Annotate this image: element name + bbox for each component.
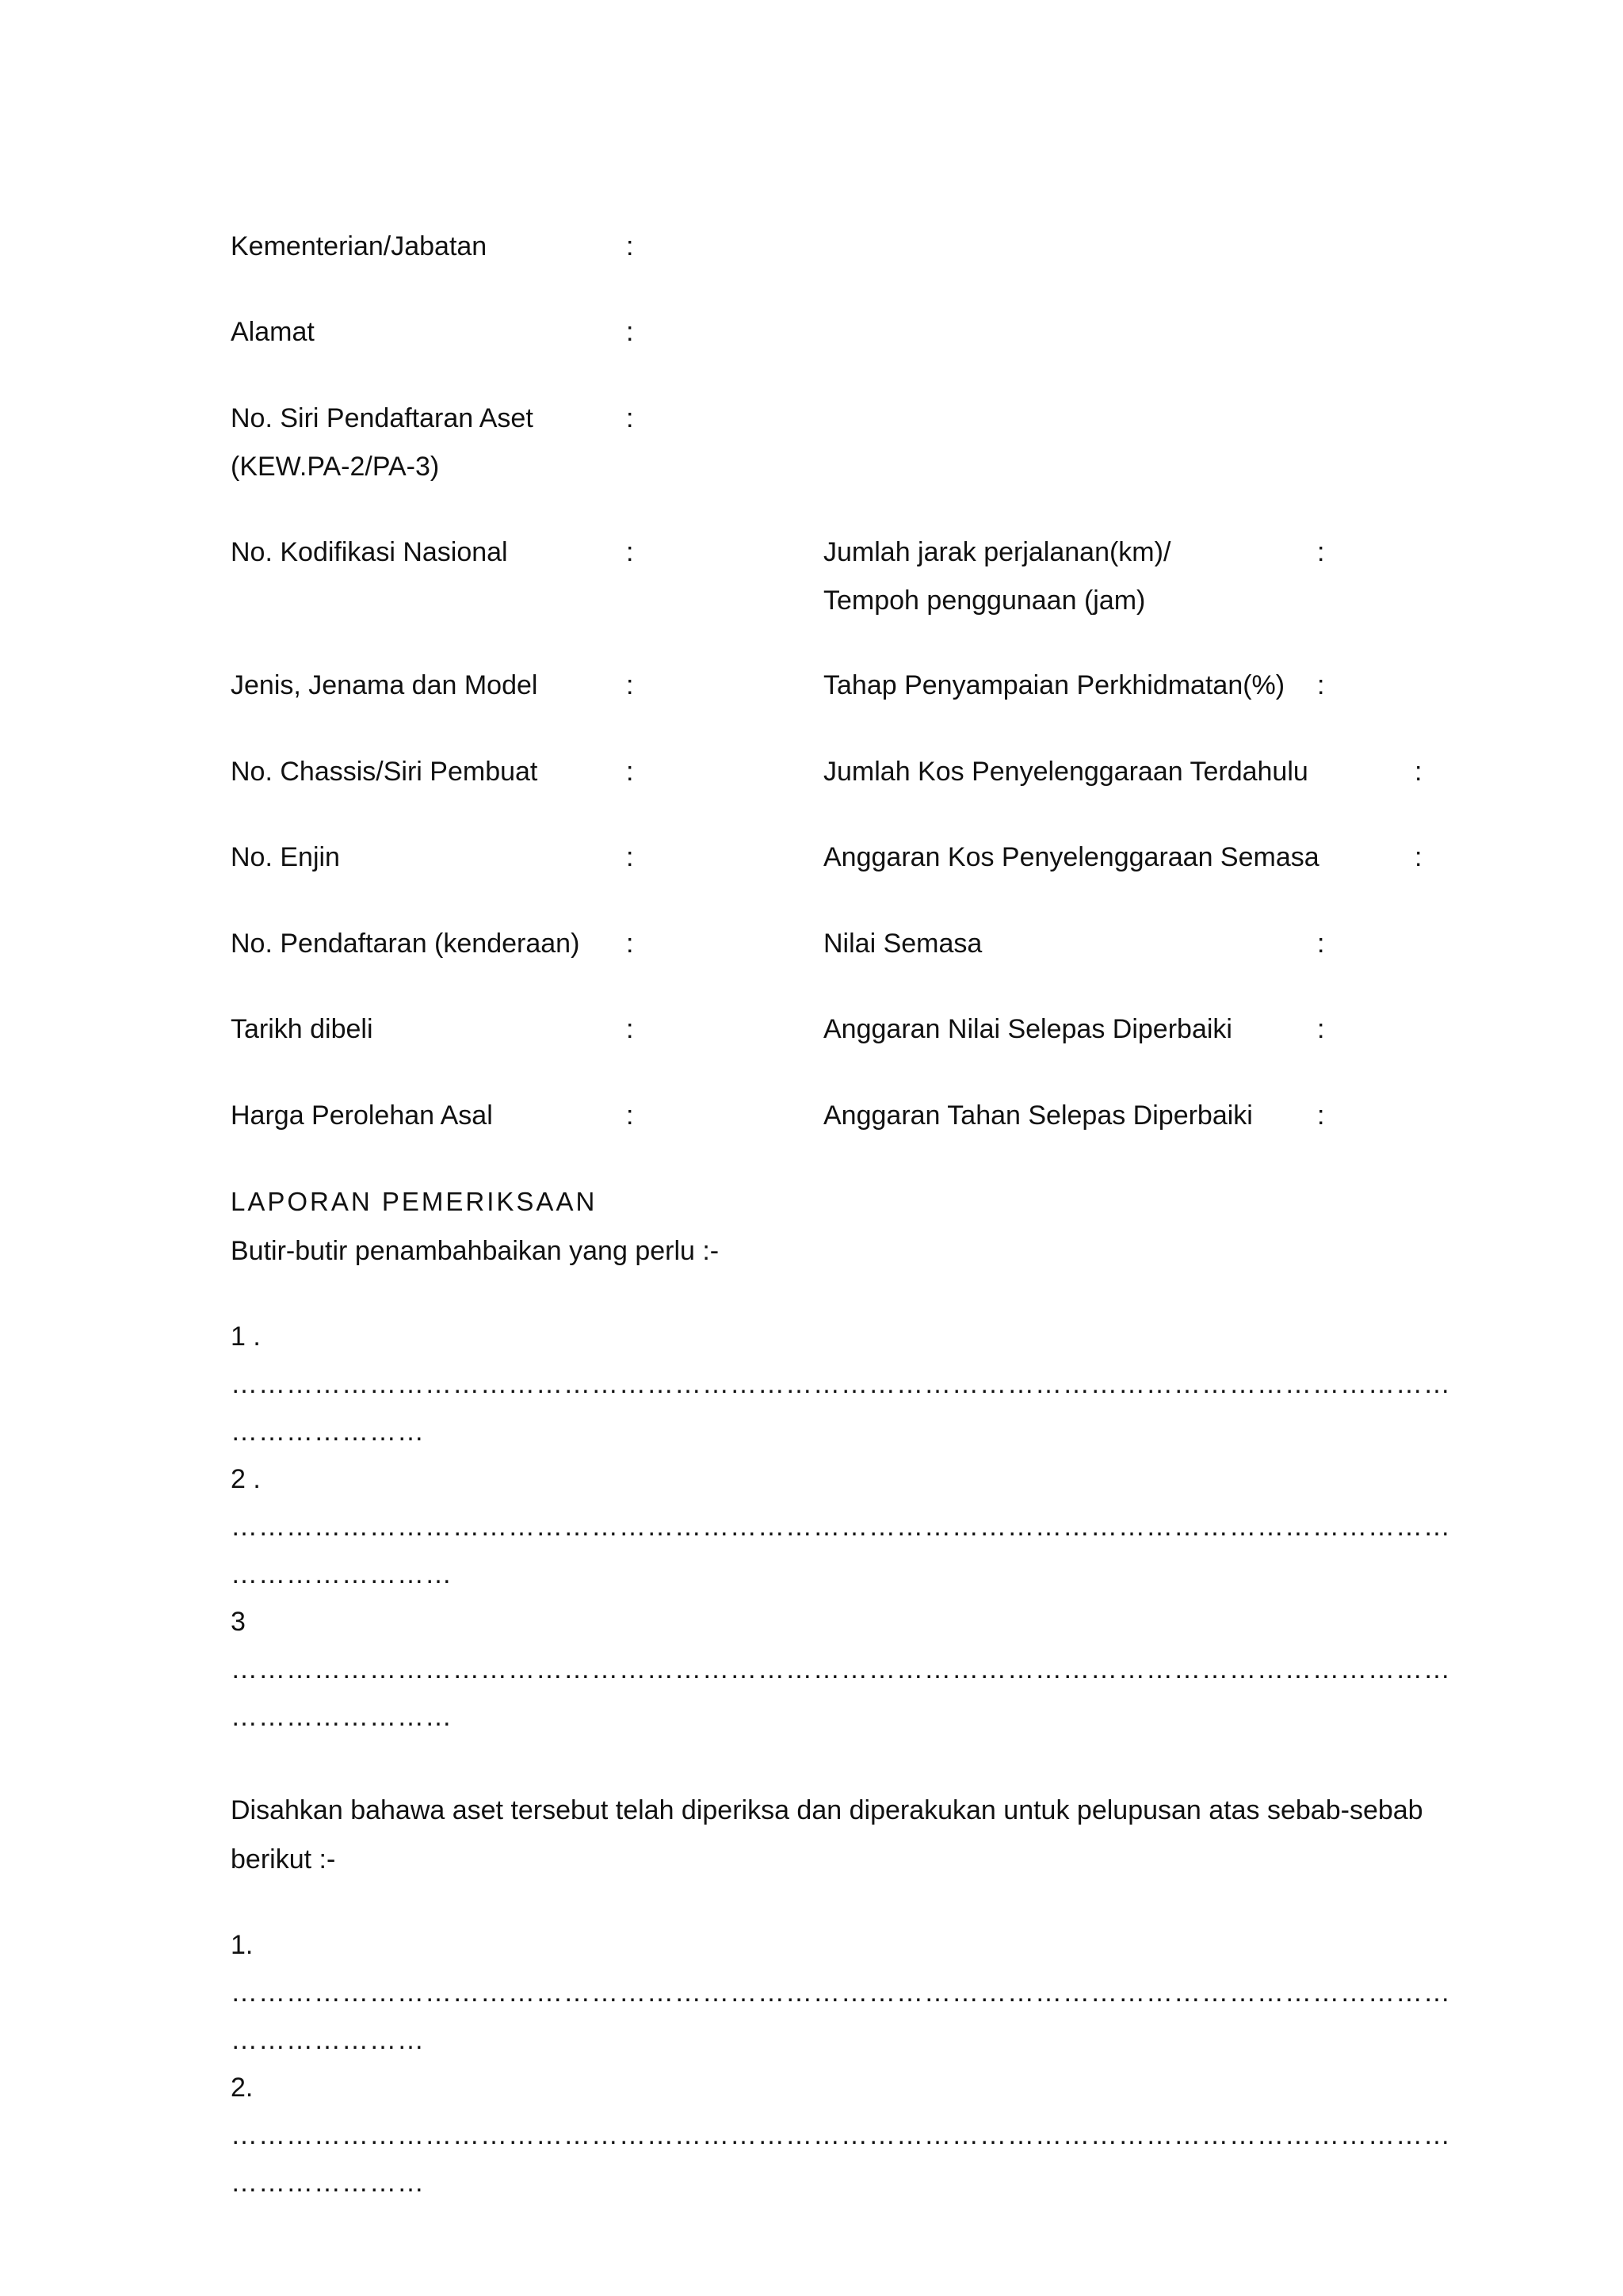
field-label: Tarikh dibeli xyxy=(231,1014,373,1044)
field-label: Harga Perolehan Asal xyxy=(231,1100,493,1131)
field-label-sub: Tempoh penggunaan (jam) xyxy=(823,585,1146,616)
certification-text-cont: berikut :- xyxy=(231,1844,336,1875)
item-number: 2 . xyxy=(231,1464,261,1494)
field-colon: : xyxy=(626,231,634,261)
field-label: Kementerian/Jabatan xyxy=(231,231,487,261)
field-label: Jenis, Jenama dan Model xyxy=(231,670,538,700)
certification-text: Disahkan bahawa aset tersebut telah diperiksa dan diperakukan untuk pelupusan atas sebab-sebab xyxy=(231,1795,1423,1825)
dotted-line: …………………… xyxy=(231,1702,453,1732)
field-label: Alamat xyxy=(231,317,315,347)
item-number: 2. xyxy=(231,2073,254,2103)
dotted-line: …………………………………………………………………………………………………………………… xyxy=(231,2120,1451,2150)
report-intro: Butir-butir penambahbaikan yang perlu :- xyxy=(231,1236,720,1266)
dotted-line: …………………… xyxy=(231,1559,453,1589)
field-colon: : xyxy=(1317,929,1325,959)
field-label: Jumlah jarak perjalanan(km)/ xyxy=(823,537,1171,567)
field-label: No. Siri Pendaftaran Aset xyxy=(231,403,533,433)
field-label: Nilai Semasa xyxy=(823,929,983,959)
section-heading: LAPORAN PEMERIKSAAN xyxy=(231,1187,598,1216)
field-label: No. Chassis/Siri Pembuat xyxy=(231,757,538,787)
field-label: No. Kodifikasi Nasional xyxy=(231,537,508,567)
field-colon: : xyxy=(1317,537,1325,567)
field-colon: : xyxy=(1317,1100,1325,1131)
field-colon: : xyxy=(626,537,634,567)
dotted-line: …………………………………………………………………………………………………………………… xyxy=(231,1978,1451,2008)
field-label: Tahap Penyampaian Perkhidmatan(%) xyxy=(823,670,1285,700)
field-colon: : xyxy=(1317,670,1325,700)
field-colon: : xyxy=(626,403,634,433)
field-colon: : xyxy=(1415,757,1423,787)
dotted-line: ………………… xyxy=(231,2025,425,2055)
field-label: Jumlah Kos Penyelenggaraan Terdahulu xyxy=(823,757,1308,787)
dotted-line: …………………………………………………………………………………………………………………… xyxy=(231,1369,1451,1399)
field-label: No. Enjin xyxy=(231,842,340,872)
item-number: 1 . xyxy=(231,1322,261,1352)
field-colon: : xyxy=(626,1100,634,1131)
item-number: 1. xyxy=(231,1930,254,1960)
field-colon: : xyxy=(626,929,634,959)
field-label: Anggaran Nilai Selepas Diperbaiki xyxy=(823,1014,1232,1044)
field-colon: : xyxy=(626,670,634,700)
field-label: No. Pendaftaran (kenderaan) xyxy=(231,929,580,959)
field-label-sub: (KEW.PA-2/PA-3) xyxy=(231,452,440,482)
field-label: Anggaran Kos Penyelenggaraan Semasa xyxy=(823,842,1319,872)
field-colon: : xyxy=(626,1014,634,1044)
dotted-line: ………………… xyxy=(231,1417,425,1447)
field-colon: : xyxy=(626,317,634,347)
dotted-line: …………………………………………………………………………………………………………………… xyxy=(231,1512,1451,1542)
field-colon: : xyxy=(626,757,634,787)
field-colon: : xyxy=(1317,1014,1325,1044)
dotted-line: ………………… xyxy=(231,2168,425,2198)
dotted-line: …………………………………………………………………………………………………………………… xyxy=(231,1654,1451,1684)
field-colon: : xyxy=(626,842,634,872)
field-colon: : xyxy=(1415,842,1423,872)
item-number: 3 xyxy=(231,1607,246,1637)
field-label: Anggaran Tahan Selepas Diperbaiki xyxy=(823,1100,1253,1131)
